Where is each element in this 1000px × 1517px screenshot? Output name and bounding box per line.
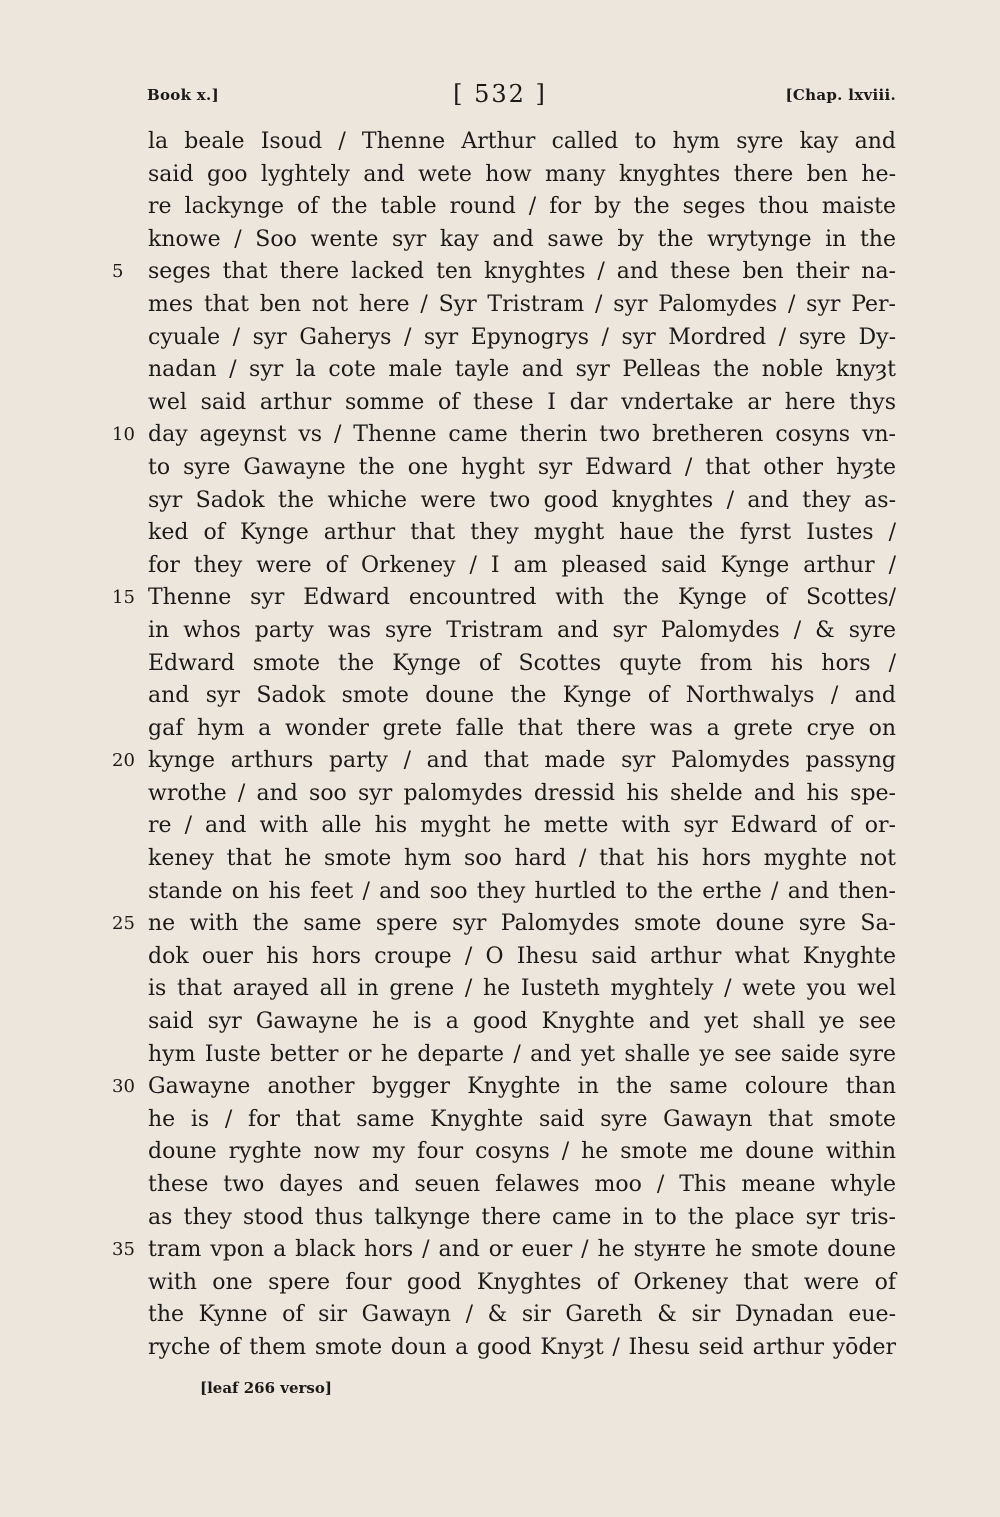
line-text: doune ryghte now my four cosyns / he smote me doune within <box>148 1139 896 1165</box>
line-number: 35 <box>112 1239 135 1261</box>
text-line <box>0 126 1000 159</box>
line-text: with one spere four good Knyghtes of Orkeney that were of <box>148 1269 896 1295</box>
line-text: nadan / syr la cote male tayle and syr Pelleas the noble knyȝt <box>148 357 896 383</box>
text-line <box>0 1234 1000 1267</box>
text-line <box>0 908 1000 941</box>
text-line <box>0 745 1000 778</box>
text-line <box>0 876 1000 909</box>
text-line <box>0 354 1000 387</box>
text-line <box>0 1332 1000 1365</box>
text-line <box>0 1136 1000 1169</box>
text-line <box>0 1299 1000 1332</box>
line-text: mes that ben not here / Syr Tristram / syr Palomydes / syr Per- <box>148 291 896 317</box>
text-line <box>0 289 1000 322</box>
text-line <box>0 1071 1000 1104</box>
text-line <box>0 256 1000 289</box>
text-line <box>0 973 1000 1006</box>
text-line <box>0 680 1000 713</box>
line-text: day ageynst vs / Thenne came therin two bretheren cosyns vn- <box>148 422 896 448</box>
line-number: 5 <box>112 261 124 283</box>
line-text: kynge arthurs party / and that made syr Palomydes passyng <box>148 748 896 774</box>
line-text: as they stood thus talkynge there came in to the place syr tris- <box>148 1204 896 1230</box>
line-text: re / and with alle his myght he mette with syr Edward of or- <box>148 813 896 839</box>
line-text: stande on his feet / and soo they hurtled to the erthe / and then- <box>148 878 896 904</box>
text-line <box>0 778 1000 811</box>
line-number: 20 <box>112 750 135 772</box>
line-text: re lackynge of the table round / for by the seges thou maiste <box>148 194 896 220</box>
line-text: wel said arthur somme of these I dar vndertake ar here thys <box>148 389 896 415</box>
text-line <box>0 1006 1000 1039</box>
line-text: keney that he smote hym soo hard / that his hors myghte not <box>148 846 896 872</box>
line-number: 25 <box>112 913 135 935</box>
text-line <box>0 582 1000 615</box>
text-line <box>0 517 1000 550</box>
text-line <box>0 648 1000 681</box>
line-number: 10 <box>112 424 135 446</box>
text-line <box>0 419 1000 452</box>
text-line <box>0 1104 1000 1137</box>
text-line <box>0 713 1000 746</box>
text-line <box>0 550 1000 583</box>
text-line <box>0 941 1000 974</box>
line-text: in whos party was syre Tristram and syr Palomydes / & syre <box>148 617 896 643</box>
line-text: he is / for that same Knyghte said syre Gawayn that smote <box>148 1106 896 1132</box>
line-text: gaf hym a wonder grete falle that there was a grete crye on <box>148 715 896 741</box>
line-text: said goo lyghtely and wete how many knyghtes there ben he- <box>148 161 896 187</box>
line-text: Edward smote the Kynge of Scottes quyte from his hors / <box>148 650 896 676</box>
line-text: to syre Gawayne the one hyght syr Edward / that other hyȝte <box>148 454 896 480</box>
text-line <box>0 452 1000 485</box>
text-line <box>0 322 1000 355</box>
text-line <box>0 191 1000 224</box>
text-line <box>0 843 1000 876</box>
line-text: hym Iuste better or he departe / and yet shalle ye see saide syre <box>148 1041 896 1067</box>
line-text: Thenne syr Edward encountred with the Kynge of Scottes/ <box>148 585 896 611</box>
line-text: these two dayes and seuen felawes moo / This meane whyle <box>148 1172 896 1197</box>
text-line <box>0 159 1000 192</box>
leaf-note: [leaf 266 verso] <box>200 1379 332 1397</box>
line-text: for they were of Orkeney / I am pleased said Kynge arthur / <box>148 552 896 578</box>
line-text: ne with the same spere syr Palomydes smote doune syre Sa- <box>148 911 896 937</box>
text-line <box>0 810 1000 843</box>
text-line <box>0 1169 1000 1202</box>
line-text: is that arayed all in grene / he Iusteth myghtely / wete you wel <box>148 976 896 1002</box>
line-text: said syr Gawayne he is a good Knyghte and yet shall ye see <box>148 1009 896 1035</box>
running-head-book: Book x.] <box>147 86 219 104</box>
line-number: 30 <box>112 1076 135 1098</box>
line-number: 15 <box>112 587 135 609</box>
line-text: tram vpon a black hors / and or euer / he styнте he smote doune <box>148 1237 896 1263</box>
text-line <box>0 485 1000 518</box>
line-text: Gawayne another bygger Knyghte in the same coloure than <box>148 1074 896 1100</box>
line-text: cyuale / syr Gaherys / syr Epynogrys / syr Mordred / syre Dy- <box>148 324 896 350</box>
text-line <box>0 1267 1000 1300</box>
line-text: ryche of them smote doun a good Knyȝt / Ihesu seid arthur yōder <box>148 1334 896 1360</box>
text-line <box>0 615 1000 648</box>
line-text: syr Sadok the whiche were two good knyghtes / and they as- <box>148 487 896 513</box>
text-line <box>0 224 1000 257</box>
text-line <box>0 387 1000 420</box>
text-line <box>0 1039 1000 1072</box>
line-text: ked of Kynge arthur that they myght haue the fyrst Iustes / <box>148 520 896 546</box>
line-text: dok ouer his hors croupe / O Ihesu said arthur what Knyghte <box>148 943 896 969</box>
line-text: the Kynne of sir Gawayn / & sir Gareth & sir Dynadan eue- <box>148 1302 896 1328</box>
text-line <box>0 1202 1000 1235</box>
line-text: seges that there lacked ten knyghtes / and these ben their na- <box>148 259 896 285</box>
running-head-chapter: [Chap. lxviii. <box>785 86 896 104</box>
body-text <box>0 126 1000 1365</box>
line-text: knowe / Soo wente syr kay and sawe by the wrytynge in the <box>148 226 896 252</box>
line-text: and syr Sadok smote doune the Kynge of Northwalys / and <box>148 683 896 709</box>
line-text: wrothe / and soo syr palomydes dressid his shelde and his spe- <box>148 780 896 806</box>
line-text: la beale Isoud / Thenne Arthur called to hym syre kay and <box>148 129 896 154</box>
page-number: [ 532 ] <box>453 80 547 108</box>
